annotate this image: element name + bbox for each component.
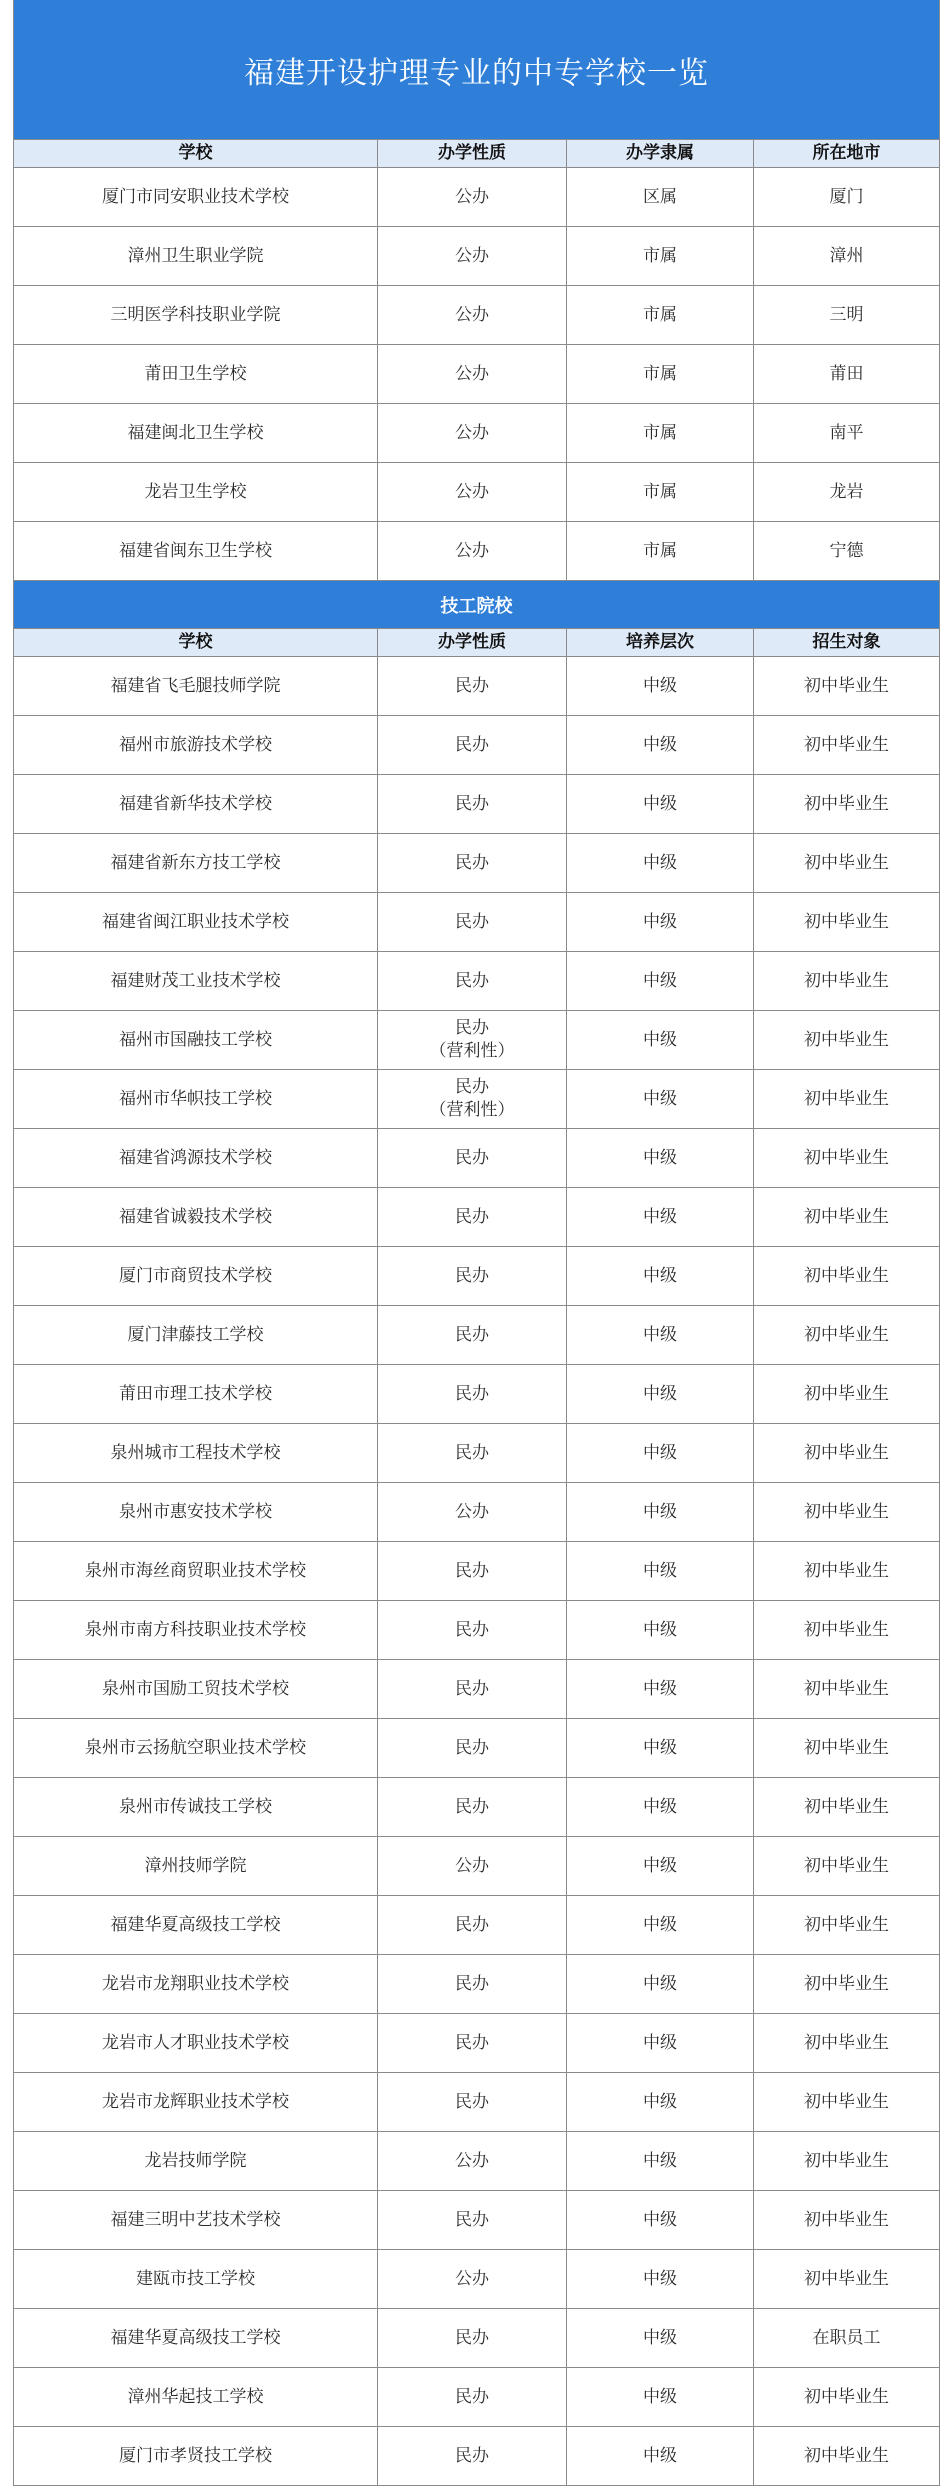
school-nature-cell: 民办 — [378, 952, 567, 1011]
school-name-cell: 建瓯市技工学校 — [14, 2250, 378, 2309]
training-level-cell: 中级 — [567, 657, 754, 716]
school-name-cell: 福建三明中艺技术学校 — [14, 2191, 378, 2250]
school-nature-cell: 民办 — [378, 1306, 567, 1365]
enrollment-target-cell: 初中毕业生 — [754, 1247, 940, 1306]
training-level-cell: 中级 — [567, 2191, 754, 2250]
training-level-cell: 中级 — [567, 2132, 754, 2191]
school-name-cell: 漳州华起技工学校 — [14, 2368, 378, 2427]
secondary-school-rows — [14, 168, 940, 581]
training-level-cell: 中级 — [567, 1424, 754, 1483]
school-name-cell: 福建华夏高级技工学校 — [14, 2309, 378, 2368]
header-school: 学校 — [14, 140, 378, 168]
table-row — [14, 1070, 940, 1129]
training-level-cell: 中级 — [567, 1070, 754, 1129]
table-row — [14, 1896, 940, 1955]
enrollment-target-cell: 初中毕业生 — [754, 2368, 940, 2427]
school-name-cell: 泉州市惠安技术学校 — [14, 1483, 378, 1542]
school-nature-cell: 民办 — [378, 657, 567, 716]
school-name-cell: 厦门市商贸技术学校 — [14, 1247, 378, 1306]
table-row — [14, 1837, 940, 1896]
affiliation-cell: 市属 — [567, 227, 754, 286]
enrollment-target-cell: 初中毕业生 — [754, 1070, 940, 1129]
training-level-cell: 中级 — [567, 2368, 754, 2427]
vocational-school-rows — [14, 657, 940, 2486]
affiliation-cell: 市属 — [567, 463, 754, 522]
school-name-cell: 龙岩卫生学校 — [14, 463, 378, 522]
school-nature-cell: 民办 — [378, 1542, 567, 1601]
table-row — [14, 2309, 940, 2368]
enrollment-target-cell: 初中毕业生 — [754, 2191, 940, 2250]
school-nature-cell: 民办 — [378, 2073, 567, 2132]
school-name-cell: 莆田市理工技术学校 — [14, 1365, 378, 1424]
table-row — [14, 1483, 940, 1542]
affiliation-cell: 市属 — [567, 286, 754, 345]
school-name-cell: 福建省鸿源技术学校 — [14, 1129, 378, 1188]
table-row — [14, 2014, 940, 2073]
school-name-cell: 龙岩市人才职业技术学校 — [14, 2014, 378, 2073]
table-row — [14, 1601, 940, 1660]
table-row — [14, 1660, 940, 1719]
table-row — [14, 2191, 940, 2250]
secondary-table-header-row — [14, 140, 940, 168]
training-level-cell: 中级 — [567, 2427, 754, 2486]
training-level-cell: 中级 — [567, 834, 754, 893]
enrollment-target-cell: 初中毕业生 — [754, 716, 940, 775]
school-name-cell: 福建省新东方技工学校 — [14, 834, 378, 893]
training-level-cell: 中级 — [567, 1778, 754, 1837]
table-row — [14, 1719, 940, 1778]
school-name-cell: 福建财茂工业技术学校 — [14, 952, 378, 1011]
vocational-table-header-row — [14, 629, 940, 657]
affiliation-cell: 市属 — [567, 345, 754, 404]
school-name-cell: 泉州市海丝商贸职业技术学校 — [14, 1542, 378, 1601]
city-cell: 莆田 — [754, 345, 940, 404]
header-enrollment-target: 招生对象 — [754, 629, 940, 657]
training-level-cell: 中级 — [567, 1542, 754, 1601]
school-name-cell: 福建省飞毛腿技师学院 — [14, 657, 378, 716]
enrollment-target-cell: 初中毕业生 — [754, 2427, 940, 2486]
enrollment-target-cell: 初中毕业生 — [754, 1719, 940, 1778]
training-level-cell: 中级 — [567, 952, 754, 1011]
enrollment-target-cell: 初中毕业生 — [754, 1365, 940, 1424]
school-nature-cell: 民办 — [378, 834, 567, 893]
school-name-cell: 泉州市南方科技职业技术学校 — [14, 1601, 378, 1660]
school-nature-cell: 民办 — [378, 716, 567, 775]
enrollment-target-cell: 初中毕业生 — [754, 1542, 940, 1601]
training-level-cell: 中级 — [567, 1247, 754, 1306]
table-row — [14, 775, 940, 834]
header-affiliation: 办学隶属 — [567, 140, 754, 168]
enrollment-target-cell: 初中毕业生 — [754, 1483, 940, 1542]
table-row — [14, 2368, 940, 2427]
training-level-cell: 中级 — [567, 1011, 754, 1070]
school-nature-cell: 民办 — [378, 1424, 567, 1483]
enrollment-target-cell: 初中毕业生 — [754, 1660, 940, 1719]
enrollment-target-cell: 初中毕业生 — [754, 1011, 940, 1070]
table-row — [14, 834, 940, 893]
table-row — [14, 2250, 940, 2309]
school-nature-cell: 民办 — [378, 1188, 567, 1247]
table-row — [14, 657, 940, 716]
training-level-cell: 中级 — [567, 1837, 754, 1896]
training-level-cell: 中级 — [567, 1306, 754, 1365]
enrollment-target-cell: 初中毕业生 — [754, 2132, 940, 2191]
enrollment-target-cell: 初中毕业生 — [754, 775, 940, 834]
school-name-cell: 泉州市传诚技工学校 — [14, 1778, 378, 1837]
school-name-cell: 福建华夏高级技工学校 — [14, 1896, 378, 1955]
training-level-cell: 中级 — [567, 1129, 754, 1188]
table-row — [14, 463, 940, 522]
table-row — [14, 1306, 940, 1365]
training-level-cell: 中级 — [567, 2073, 754, 2132]
city-cell: 三明 — [754, 286, 940, 345]
school-nature-cell: 民办 — [378, 1660, 567, 1719]
table-row — [14, 1129, 940, 1188]
city-cell: 厦门 — [754, 168, 940, 227]
enrollment-target-cell: 初中毕业生 — [754, 1129, 940, 1188]
school-nature-cell: 民办 （营利性） — [378, 1011, 567, 1070]
school-nature-cell: 民办 — [378, 1896, 567, 1955]
table-row — [14, 345, 940, 404]
training-level-cell: 中级 — [567, 2250, 754, 2309]
school-nature-cell: 民办 — [378, 1778, 567, 1837]
enrollment-target-cell: 初中毕业生 — [754, 1778, 940, 1837]
city-cell: 南平 — [754, 404, 940, 463]
table-row — [14, 286, 940, 345]
school-list-table — [13, 0, 940, 2486]
school-nature-cell: 民办 — [378, 2368, 567, 2427]
table-row — [14, 1011, 940, 1070]
city-cell: 漳州 — [754, 227, 940, 286]
table-row — [14, 2427, 940, 2486]
school-nature-cell: 民办 — [378, 1365, 567, 1424]
table-row — [14, 1188, 940, 1247]
training-level-cell: 中级 — [567, 1365, 754, 1424]
school-nature-cell: 民办 — [378, 1719, 567, 1778]
school-nature-cell: 公办 — [378, 1483, 567, 1542]
training-level-cell: 中级 — [567, 1483, 754, 1542]
school-nature-cell: 民办 — [378, 2014, 567, 2073]
school-nature-cell: 民办 — [378, 1955, 567, 2014]
school-name-cell: 漳州卫生职业学院 — [14, 227, 378, 286]
enrollment-target-cell: 初中毕业生 — [754, 834, 940, 893]
school-nature-cell: 民办 — [378, 1601, 567, 1660]
school-nature-cell: 民办 — [378, 1247, 567, 1306]
school-name-cell: 龙岩技师学院 — [14, 2132, 378, 2191]
training-level-cell: 中级 — [567, 1896, 754, 1955]
school-name-cell: 福州市国融技工学校 — [14, 1011, 378, 1070]
school-name-cell: 泉州市国励工贸技术学校 — [14, 1660, 378, 1719]
school-nature-cell: 民办 — [378, 2427, 567, 2486]
school-nature-cell: 民办 — [378, 1129, 567, 1188]
table-row — [14, 716, 940, 775]
table-row — [14, 893, 940, 952]
school-nature-cell: 公办 — [378, 286, 567, 345]
training-level-cell: 中级 — [567, 893, 754, 952]
header-school-nature: 办学性质 — [378, 140, 567, 168]
enrollment-target-cell: 初中毕业生 — [754, 1601, 940, 1660]
table-row — [14, 1247, 940, 1306]
school-nature-cell: 公办 — [378, 227, 567, 286]
enrollment-target-cell: 初中毕业生 — [754, 657, 940, 716]
section-title-vocational: 技工院校 — [14, 581, 940, 629]
school-nature-cell: 民办 — [378, 2309, 567, 2368]
training-level-cell: 中级 — [567, 775, 754, 834]
city-cell: 龙岩 — [754, 463, 940, 522]
enrollment-target-cell: 在职员工 — [754, 2309, 940, 2368]
school-name-cell: 福建省闽东卫生学校 — [14, 522, 378, 581]
school-name-cell: 龙岩市龙辉职业技术学校 — [14, 2073, 378, 2132]
training-level-cell: 中级 — [567, 1719, 754, 1778]
table-row — [14, 1424, 940, 1483]
training-level-cell: 中级 — [567, 1188, 754, 1247]
table-row — [14, 2073, 940, 2132]
header-city: 所在地市 — [754, 140, 940, 168]
header-school: 学校 — [14, 629, 378, 657]
school-name-cell: 泉州城市工程技术学校 — [14, 1424, 378, 1483]
enrollment-target-cell: 初中毕业生 — [754, 1837, 940, 1896]
school-nature-cell: 公办 — [378, 463, 567, 522]
school-name-cell: 福州市旅游技术学校 — [14, 716, 378, 775]
affiliation-cell: 市属 — [567, 522, 754, 581]
enrollment-target-cell: 初中毕业生 — [754, 1424, 940, 1483]
city-cell: 宁德 — [754, 522, 940, 581]
school-name-cell: 厦门市孝贤技工学校 — [14, 2427, 378, 2486]
table-row — [14, 227, 940, 286]
school-name-cell: 泉州市云扬航空职业技术学校 — [14, 1719, 378, 1778]
school-nature-cell: 公办 — [378, 404, 567, 463]
school-name-cell: 龙岩市龙翔职业技术学校 — [14, 1955, 378, 2014]
table-row — [14, 2132, 940, 2191]
school-nature-cell: 公办 — [378, 345, 567, 404]
school-nature-cell: 民办 （营利性） — [378, 1070, 567, 1129]
enrollment-target-cell: 初中毕业生 — [754, 952, 940, 1011]
school-nature-cell: 公办 — [378, 168, 567, 227]
affiliation-cell: 区属 — [567, 168, 754, 227]
table-row — [14, 1365, 940, 1424]
school-nature-cell: 公办 — [378, 2132, 567, 2191]
school-name-cell: 三明医学科技职业学院 — [14, 286, 378, 345]
training-level-cell: 中级 — [567, 2309, 754, 2368]
training-level-cell: 中级 — [567, 1955, 754, 2014]
page-title: 福建开设护理专业的中专学校一览 — [14, 0, 940, 140]
school-name-cell: 莆田卫生学校 — [14, 345, 378, 404]
table-row — [14, 168, 940, 227]
school-nature-cell: 民办 — [378, 893, 567, 952]
header-school-nature: 办学性质 — [378, 629, 567, 657]
school-nature-cell: 公办 — [378, 2250, 567, 2309]
school-nature-cell: 民办 — [378, 775, 567, 834]
school-name-cell: 福州市华帜技工学校 — [14, 1070, 378, 1129]
school-name-cell: 福建省诚毅技术学校 — [14, 1188, 378, 1247]
enrollment-target-cell: 初中毕业生 — [754, 1896, 940, 1955]
enrollment-target-cell: 初中毕业生 — [754, 1188, 940, 1247]
enrollment-target-cell: 初中毕业生 — [754, 1955, 940, 2014]
school-name-cell: 厦门津藤技工学校 — [14, 1306, 378, 1365]
table-row — [14, 1778, 940, 1837]
affiliation-cell: 市属 — [567, 404, 754, 463]
enrollment-target-cell: 初中毕业生 — [754, 1306, 940, 1365]
school-nature-cell: 民办 — [378, 2191, 567, 2250]
training-level-cell: 中级 — [567, 2014, 754, 2073]
enrollment-target-cell: 初中毕业生 — [754, 2073, 940, 2132]
training-level-cell: 中级 — [567, 716, 754, 775]
school-name-cell: 福建省闽江职业技术学校 — [14, 893, 378, 952]
training-level-cell: 中级 — [567, 1660, 754, 1719]
school-name-cell: 厦门市同安职业技术学校 — [14, 168, 378, 227]
school-name-cell: 漳州技师学院 — [14, 1837, 378, 1896]
header-training-level: 培养层次 — [567, 629, 754, 657]
training-level-cell: 中级 — [567, 1601, 754, 1660]
school-name-cell: 福建闽北卫生学校 — [14, 404, 378, 463]
enrollment-target-cell: 初中毕业生 — [754, 893, 940, 952]
table-row — [14, 1542, 940, 1601]
school-name-cell: 福建省新华技术学校 — [14, 775, 378, 834]
table-row — [14, 404, 940, 463]
school-nature-cell: 公办 — [378, 1837, 567, 1896]
table-row — [14, 1955, 940, 2014]
table-row — [14, 522, 940, 581]
enrollment-target-cell: 初中毕业生 — [754, 2014, 940, 2073]
school-nature-cell: 公办 — [378, 522, 567, 581]
enrollment-target-cell: 初中毕业生 — [754, 2250, 940, 2309]
table-row — [14, 952, 940, 1011]
